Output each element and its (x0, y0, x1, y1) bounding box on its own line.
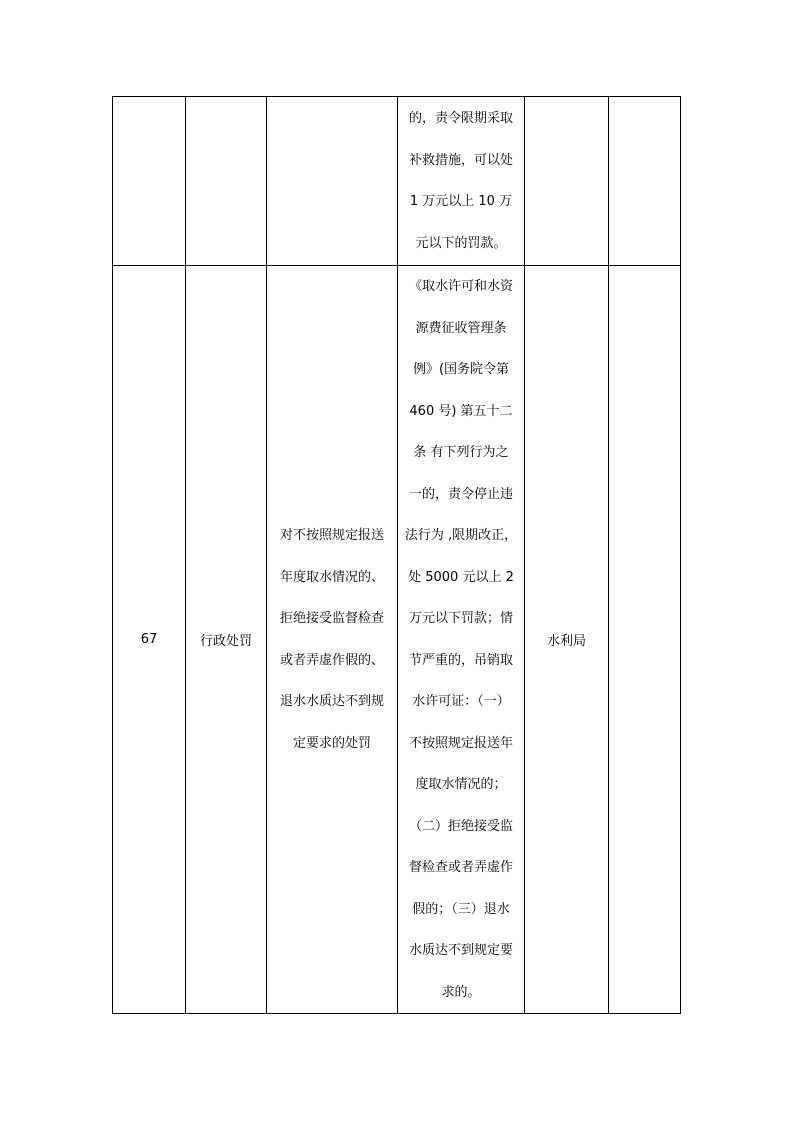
basis-line: 条 有下列行为之 (413, 445, 509, 460)
basis-line: 假的；（三）退水 (412, 901, 510, 917)
basis-line: 督检查或者弄虚作 (408, 860, 513, 875)
row-1-basis (398, 97, 524, 265)
row-67-basis (398, 266, 524, 1013)
row-67-dept: 水利局 (546, 634, 586, 649)
basis-line: （二）拒绝接受监 (408, 818, 513, 834)
basis-line: 水许可证：（一） (412, 694, 510, 709)
item-line: 或者弄虚作假的、 (279, 652, 384, 668)
item-line: 拒绝接受监督检查 (279, 611, 384, 626)
row-1-item (267, 97, 397, 265)
basis-line: 水质达不到规定要 (408, 943, 513, 958)
item-line: 对不按照规定报送 (279, 528, 384, 543)
basis-line: 度取水情况的； (415, 777, 507, 792)
row-67-note (609, 266, 680, 1013)
row-1-no (113, 97, 185, 265)
basis-line: 的，责令限期采取 (408, 111, 513, 126)
basis-line: 补救措施，可以处 (408, 152, 513, 168)
row-1-category (186, 97, 266, 265)
row-67-category: 行政处罚 (199, 634, 252, 649)
basis-line: 求的。 (441, 984, 481, 1000)
basis-line: 源费征收管理条 (415, 320, 507, 336)
basis-line: 1 万元以上 10 万 (409, 194, 513, 209)
item-line: 退水水质达不到规 (279, 694, 384, 709)
row-1-dept (525, 97, 608, 265)
basis-line: 节严重的，吊销取 (408, 652, 513, 668)
basis-line: 460 号) 第五十二 (409, 403, 513, 419)
basis-line: 万元以下罚款；情 (408, 611, 513, 626)
basis-line: 法行为 ,限期改正， (404, 528, 518, 543)
item-line: 定要求的处罚 (292, 735, 371, 751)
basis-line: 《取水许可和水资 (408, 279, 513, 294)
row-67-no: 67 (140, 632, 158, 647)
basis-line: 不按照规定报送年 (408, 735, 513, 751)
basis-line: 例》(国务院令第 (412, 362, 510, 377)
item-line: 年度取水情况的、 (279, 569, 384, 585)
penalty-table (112, 96, 681, 1014)
row-1-note (609, 97, 680, 265)
basis-line: 一的，责令停止违 (408, 486, 513, 502)
basis-line: 元以下的罚款。 (415, 235, 507, 251)
row-67-item (267, 266, 397, 1013)
basis-line: 处 5000 元以上 2 (408, 569, 514, 585)
